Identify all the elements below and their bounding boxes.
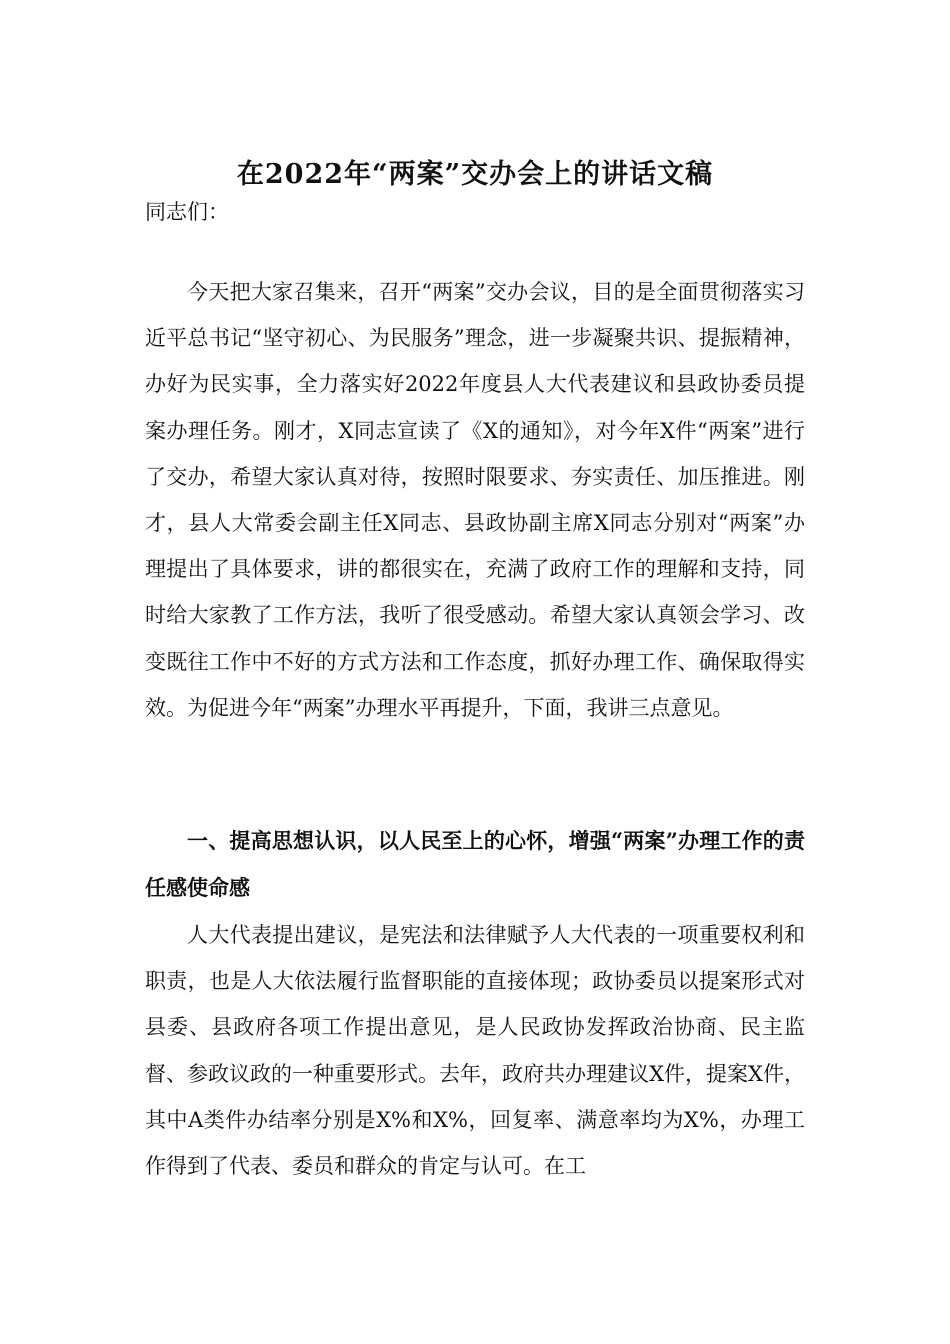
paragraph-intro: 今天把大家召集来，召开“两案”交办会议，目的是全面贯彻落实习近平总书记“坚守初心、为民服务”理念，进一步凝聚共识、提振精神，办好为民实事，全力落实好2022年度县人大代表建议和县政协委员提案办理任务。刚才，X同志宣读了《X的通知》，对今年X件“两案”进行了交办，希望大家认真对待，按照时限要求、夯实责任、加压推进。刚才，县人大常委会副主任X同志、县政协副主席X同志分别对“两案”办理提出了具体要求，讲的都很实在，充满了政府工作的理解和支持，同时给大家教了工作方法，我听了很受感动。希望大家认真领会学习、改变既往工作中不好的方式方法和工作态度，抓好办理工作、确保取得实效。为促进今年“两案”办理水平再提升，下面，我讲三点意见。 — [145, 280, 805, 720]
document-title: 在2022年“两案”交办会上的讲话文稿 — [236, 159, 714, 190]
section-heading-1: 一、提高思想认识，以人民至上的心怀，增强“两案”办理工作的责任感使命感 — [145, 828, 805, 900]
paragraph-section-1: 人大代表提出建议，是宪法和法律赋予人大代表的一项重要权利和职责，也是人大依法履行监督职能的直接体现；政协委员以提案形式对县委、县政府各项工作提出意见，是人民政协发挥政治协商、民主监督、参政议政的一种重要形式。去年，政府共办理建议X件，提案X件，其中A类件办结率分别是X%和X%，回复率、满意率均为X%，办理工作得到了代表、委员和群众的肯定与认可。在工 — [145, 923, 805, 1179]
greeting: 同志们： — [145, 200, 229, 224]
